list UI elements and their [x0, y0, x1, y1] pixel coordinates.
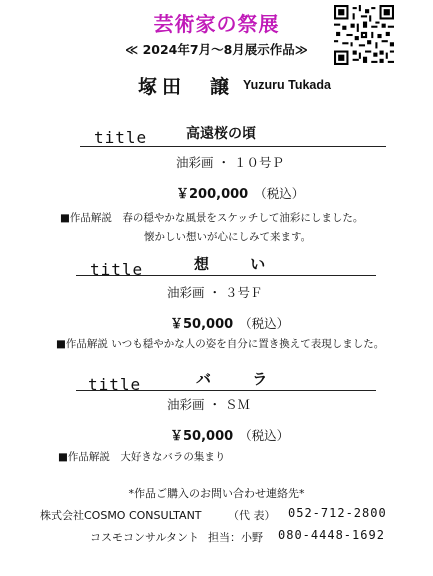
work-2-title-rule — [76, 275, 376, 276]
exhibition-title: 芸術家の祭展 — [153, 12, 280, 36]
work-1-medium: 油彩画 ・ １０号Ｐ — [176, 155, 284, 170]
qr-code-icon[interactable] — [334, 5, 394, 65]
work-1-price-value: ￥200,000 — [176, 187, 249, 202]
artist-name-jp: 塚田 譲 — [138, 76, 235, 98]
company-name-kana: コスモコンサルタント — [90, 531, 200, 544]
work-2-title: 想 い — [194, 255, 284, 273]
work-1-title-label: title — [94, 128, 148, 147]
company-name: 株式会社COSMO CONSULTANT — [40, 509, 202, 522]
work-2-description: ■作品解説 いつも穏やかな人の姿を自分に置き換えて表現しました。 — [56, 338, 385, 350]
work-1-price-tax: （税込） — [254, 186, 305, 201]
work-3-price — [170, 425, 289, 444]
work-3-price-value: ￥50,000 — [170, 429, 234, 444]
work-3-title-rule — [76, 390, 376, 391]
work-1-description-line-2: 懐かしい想いが心にしみて来ます。 — [144, 231, 312, 243]
work-2-price-value: ￥50,000 — [170, 317, 234, 332]
work-2-medium: 油彩画 ・ ３号Ｆ — [167, 285, 263, 300]
work-2-title-label: title — [90, 260, 144, 279]
exhibition-period: ≪ 2024年7月～8月展示作品≫ — [125, 42, 308, 57]
representative-label: （代 表） — [228, 509, 276, 522]
work-3-title: バ ラ — [196, 370, 286, 388]
work-2-price-tax: （税込） — [239, 316, 290, 331]
work-3-description: ■作品解説 大好きなバラの集まり — [58, 451, 226, 463]
work-3-medium: 油彩画 ・ ＳＭ — [167, 397, 250, 412]
work-1-price — [176, 183, 304, 202]
work-1-title: 高遠桜の頃 — [186, 126, 256, 142]
contact-person-phone[interactable]: 080-4448-1692 — [278, 528, 385, 542]
representative-phone[interactable]: 052-712-2800 — [288, 506, 387, 520]
work-1-description: ■作品解説 春の穏やかな風景をスケッチして油彩にしました。 — [60, 212, 364, 224]
contact-note: *作品ご購入のお問い合わせ連絡先* — [128, 487, 305, 500]
artist-name-en: Yuzuru Tukada — [243, 78, 331, 92]
work-2-price — [170, 313, 289, 332]
work-3-price-tax: （税込） — [239, 428, 290, 443]
work-3-title-label: title — [88, 375, 142, 394]
contact-person: 担当：小野 — [208, 531, 263, 544]
work-1-title-rule — [80, 146, 386, 147]
